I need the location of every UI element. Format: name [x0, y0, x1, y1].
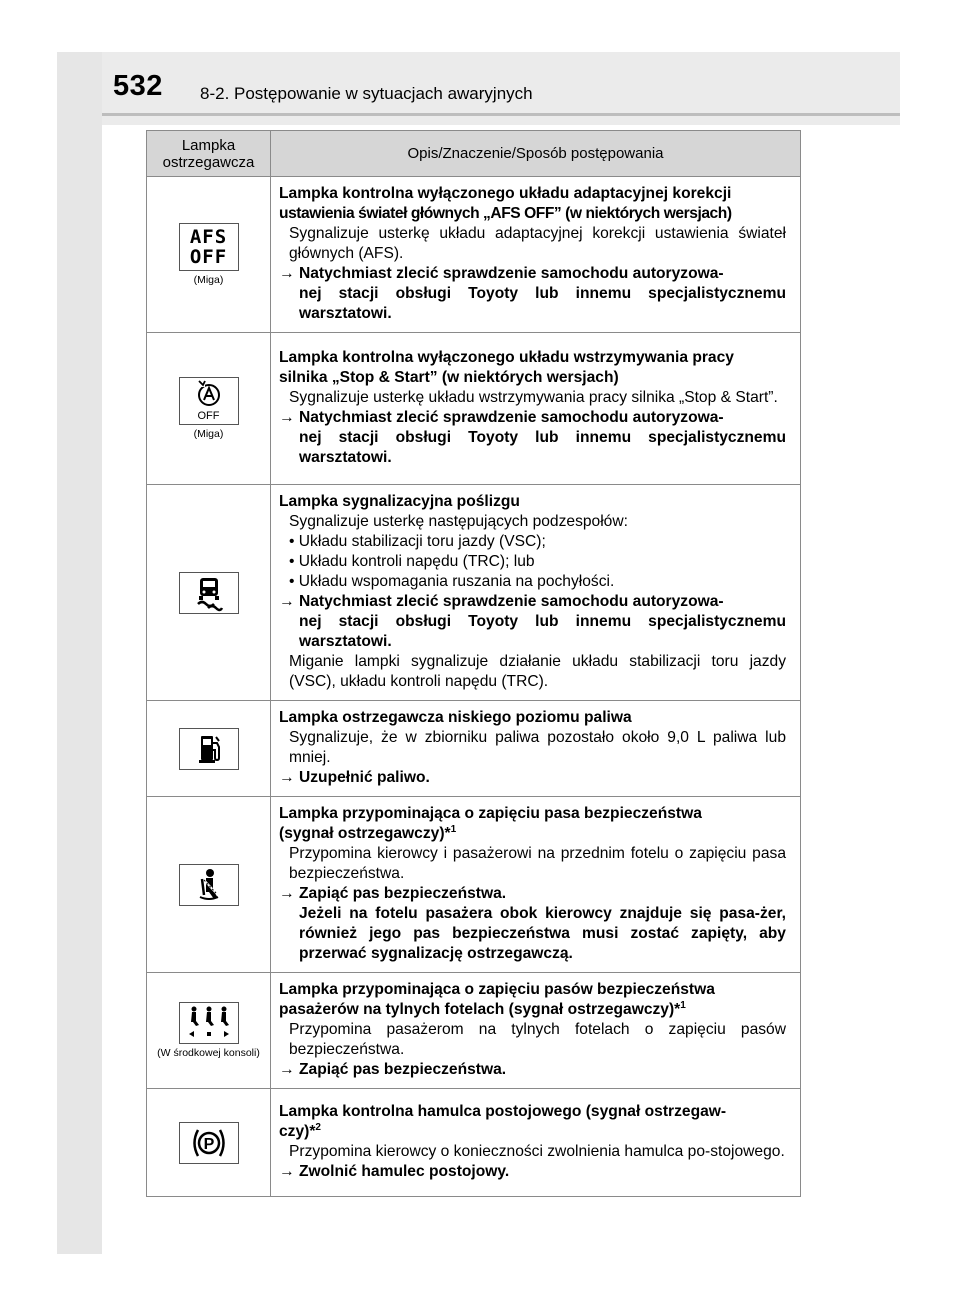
- table-row: [147, 973, 801, 1089]
- lamp-description: Sygnalizuje usterkę układu adaptacyjnej korekcji ustawienia świateł głównych (AFS).: [289, 225, 786, 262]
- header-divider: [102, 113, 900, 116]
- lamp-title: Lampka przypominająca o zapięciu pasów bezpieczeństwa: [279, 981, 715, 998]
- lamp-description: Sygnalizuje, że w zbiorniku paliwa pozostało około 9,0 L paliwa lub mniej.: [289, 729, 786, 766]
- table-row: [147, 485, 801, 701]
- table-row: [147, 177, 801, 333]
- table-row: [147, 701, 801, 797]
- action-text: → Natychmiast zlecić sprawdzenie samochodu autoryzowa-: [279, 409, 724, 426]
- lamp-cell: [147, 333, 271, 485]
- list-item: • Układu kontroli napędu (TRC); lub: [289, 553, 535, 570]
- lamp-title-cont: ustawienia świateł głównych „AFS OFF” (w niektórych wersjach): [279, 205, 732, 222]
- lamp-description: Przypomina kierowcy i pasażerowi na przednim fotelu o zapięciu pasa bezpieczeństwa.: [289, 845, 786, 882]
- lamp-title: Lampka sygnalizacyjna poślizgu: [279, 493, 520, 510]
- lamp-title-cont: silnika „Stop & Start” (w niektórych wersjach): [279, 369, 619, 386]
- description-cell: [271, 973, 801, 1089]
- action-text: → Uzupełnić paliwo.: [279, 769, 430, 786]
- description-cell: [271, 701, 801, 797]
- description-cell: [271, 333, 801, 485]
- lamp-sublabel: (Miga): [193, 428, 224, 440]
- lamp-cell: [147, 973, 271, 1089]
- side-strip: [57, 52, 102, 1254]
- fuel-pump-icon: [179, 728, 239, 770]
- lamp-title: Lampka ostrzegawcza niskiego poziomu paliwa: [279, 709, 632, 726]
- action-text: → Zwolnić hamulec postojowy.: [279, 1163, 510, 1180]
- description-cell: [271, 797, 801, 973]
- lamp-cell: [147, 1089, 271, 1197]
- table-row: [147, 1089, 801, 1197]
- list-item: • Układu wspomagania ruszania na pochyłości.: [289, 573, 615, 590]
- action-text-cont: nej stacji obsługi Toyoty lub innemu specjalistycznemu warsztatowi.: [299, 285, 786, 322]
- lamp-cell: [147, 485, 271, 701]
- lamp-title: Lampka przypominająca o zapięciu pasa bezpieczeństwa: [279, 805, 702, 822]
- action-text-cont: nej stacji obsługi Toyoty lub innemu specjalistycznemu warsztatowi.: [299, 429, 786, 466]
- lamp-description: Sygnalizuje usterkę układu wstrzymywania pracy silnika „Stop & Start”.: [289, 389, 778, 406]
- table-header-row: [147, 131, 801, 177]
- section-title: 8-2. Postępowanie w sytuacjach awaryjnych: [200, 84, 533, 103]
- lamp-note: Miganie lampki sygnalizuje działanie układu stabilizacji toru jazdy (VSC), układu kontroli napędu (TRC).: [289, 653, 786, 690]
- table-row: [147, 797, 801, 973]
- seatbelt-icon: [179, 864, 239, 906]
- description-cell: [271, 485, 801, 701]
- action-text: → Zapiąć pas bezpieczeństwa.: [279, 1061, 507, 1078]
- column-header-lamp: Lampka ostrzegawcza: [147, 131, 271, 177]
- lamp-title: Lampka kontrolna hamulca postojowego (sygnał ostrzegaw-: [279, 1103, 727, 1120]
- action-text: → Natychmiast zlecić sprawdzenie samochodu autoryzowa-: [279, 265, 724, 282]
- description-cell: [271, 177, 801, 333]
- description-cell: [271, 1089, 801, 1197]
- rear-seatbelt-icon: [179, 1002, 239, 1044]
- action-text: → Zapiąć pas bezpieczeństwa.: [279, 885, 507, 902]
- lamp-cell: [147, 797, 271, 973]
- page-number: 532: [113, 70, 163, 102]
- afs-off-icon: AFS OFF: [179, 223, 239, 271]
- lamp-description: Sygnalizuje usterkę następujących podzespołów:: [289, 513, 628, 530]
- stop-start-off-icon: OFF: [179, 377, 239, 425]
- lamp-title: Lampka kontrolna wyłączonego układu wstrzymywania pracy: [279, 349, 734, 366]
- action-text-cont: Jeżeli na fotelu pasażera obok kierowcy znajduje się pasa-żer, również jego pas bezpieczeństwa musi zostać zapięty, aby przerwać sygnalizację ostrzegawczą.: [299, 905, 786, 962]
- lamp-description: Przypomina kierowcy o konieczności zwolnienia hamulca po-stojowego.: [289, 1143, 785, 1160]
- lamp-sublabel: (Miga): [193, 274, 224, 286]
- table-row: [147, 333, 801, 485]
- lamp-title: Lampka kontrolna wyłączonego układu adaptacyjnej korekcji: [279, 185, 732, 202]
- list-item: • Układu stabilizacji toru jazdy (VSC);: [289, 533, 546, 550]
- parking-brake-icon: [179, 1122, 239, 1164]
- lamp-cell: [147, 177, 271, 333]
- column-header-description: Opis/Znaczenie/Sposób postępowania: [271, 131, 801, 177]
- lamp-title-cont: czy)*$^2$: [279, 1121, 321, 1140]
- lamp-description: Przypomina pasażerom na tylnych fotelach o zapięciu pasów bezpieczeństwa.: [289, 1021, 786, 1058]
- action-text: → Natychmiast zlecić sprawdzenie samochodu autoryzowa-: [279, 593, 724, 610]
- warning-lamp-table: [146, 130, 801, 1197]
- lamp-title-cont: (sygnał ostrzegawczy)*$^1$: [279, 823, 457, 842]
- lamp-title-cont: pasażerów na tylnych fotelach (sygnał ostrzegawczy)*$^1$: [279, 999, 686, 1018]
- svg-text:P: P: [203, 1135, 214, 1153]
- action-text-cont: nej stacji obsługi Toyoty lub innemu specjalistycznemu warsztatowi.: [299, 613, 786, 650]
- lamp-sublabel: (W środkowej konsoli): [157, 1047, 260, 1059]
- lamp-cell: [147, 701, 271, 797]
- slip-indicator-icon: [179, 572, 239, 614]
